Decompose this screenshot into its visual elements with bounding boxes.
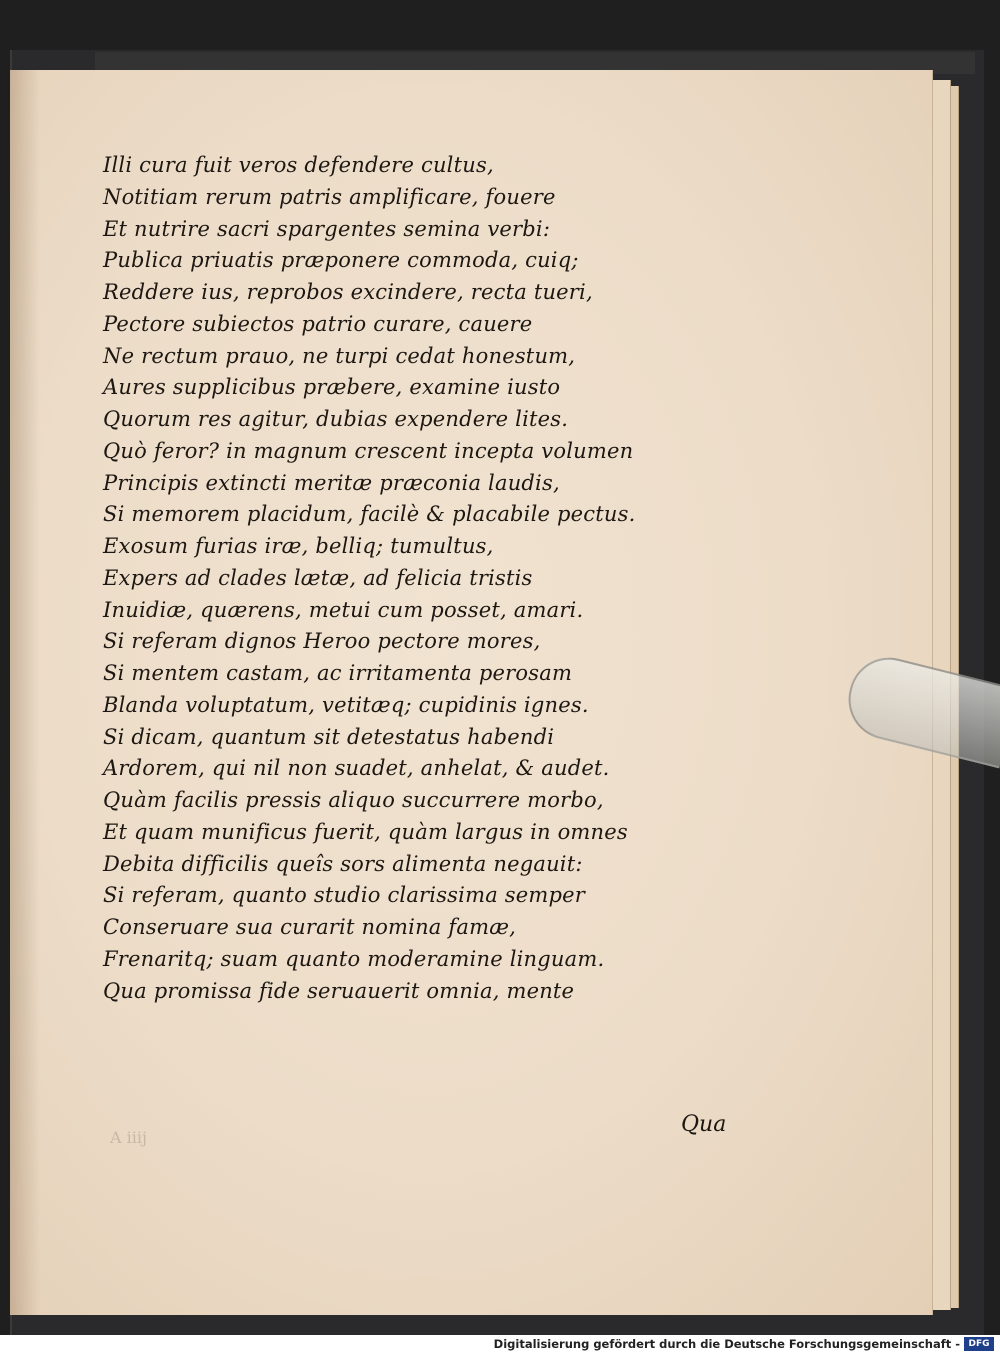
poem-line: Notitiam rerum patris amplificare, fouere [103, 184, 556, 209]
poem-line: Blanda voluptatum, vetitæq; cupidinis ignes. [103, 692, 589, 717]
poem-line: Si referam, quanto studio clarissima semper [103, 883, 586, 908]
poem-line: Illi cura fuit veros defendere cultus, [103, 153, 494, 177]
poem-line: Si memorem placidum, facilè & placabile pectus. [103, 502, 636, 527]
poem-line: Si referam dignos Heroo pectore mores, [103, 629, 541, 654]
poem-line: Aures supplicibus præbere, examine iusto [103, 375, 561, 400]
poem-line: Qua promissa fide seruauerit omnia, mente [103, 978, 575, 1003]
poem-line: Quò feror? in magnum crescent incepta volumen [103, 438, 634, 463]
catchword: Qua [681, 1112, 727, 1137]
poem-line: Publica priuatis præponere commoda, cuiq; [103, 248, 579, 273]
poem-line: Et quam munificus fuerit, quàm largus in omnes [103, 819, 628, 844]
signature-mark: A iiij [110, 1128, 147, 1147]
poem-line: Ardorem, qui nil non suadet, anhelat, & audet. [103, 756, 610, 781]
poem-line: Conseruare sua curarit nomina famæ, [103, 915, 517, 939]
footer-credit: Digitalisierung gefördert durch die Deutsche Forschungsgemeinschaft - [493, 1337, 960, 1351]
poem-text-block [103, 150, 703, 1007]
poem-line: Pectore subiectos patrio curare, cauere [103, 311, 533, 336]
poem-line: Debita difficilis queîs sors alimenta negauit: [103, 851, 583, 876]
poem-line: Quorum res agitur, dubias expendere lites. [103, 407, 569, 431]
poem-line: Si mentem castam, ac irritamenta perosam [103, 661, 573, 685]
page-gutter-shadow [10, 70, 40, 1315]
poem-line: Inuidiæ, quærens, metui cum posset, amari. [103, 597, 584, 622]
poem-line: Expers ad clades lætæ, ad felicia tristis [103, 565, 533, 590]
poem-line: Et nutrire sacri spargentes semina verbi: [103, 216, 551, 241]
poem-line: Ne rectum prauo, ne turpi cedat honestum, [103, 343, 576, 368]
poem-line: Reddere ius, reprobos excindere, recta tueri, [103, 280, 593, 304]
poem-line: Si dicam, quantum sit detestatus habendi [103, 724, 555, 749]
poem-line: Quàm facilis pressis aliquo succurrere morbo, [103, 788, 604, 812]
poem-line: Principis extincti meritæ præconia laudis, [103, 470, 560, 495]
dfg-logo: DFG [964, 1337, 994, 1351]
poem-line: Frenaritq; suam quanto moderamine linguam. [103, 946, 605, 971]
poem-line: Exosum furias iræ, belliq; tumultus, [103, 534, 494, 558]
